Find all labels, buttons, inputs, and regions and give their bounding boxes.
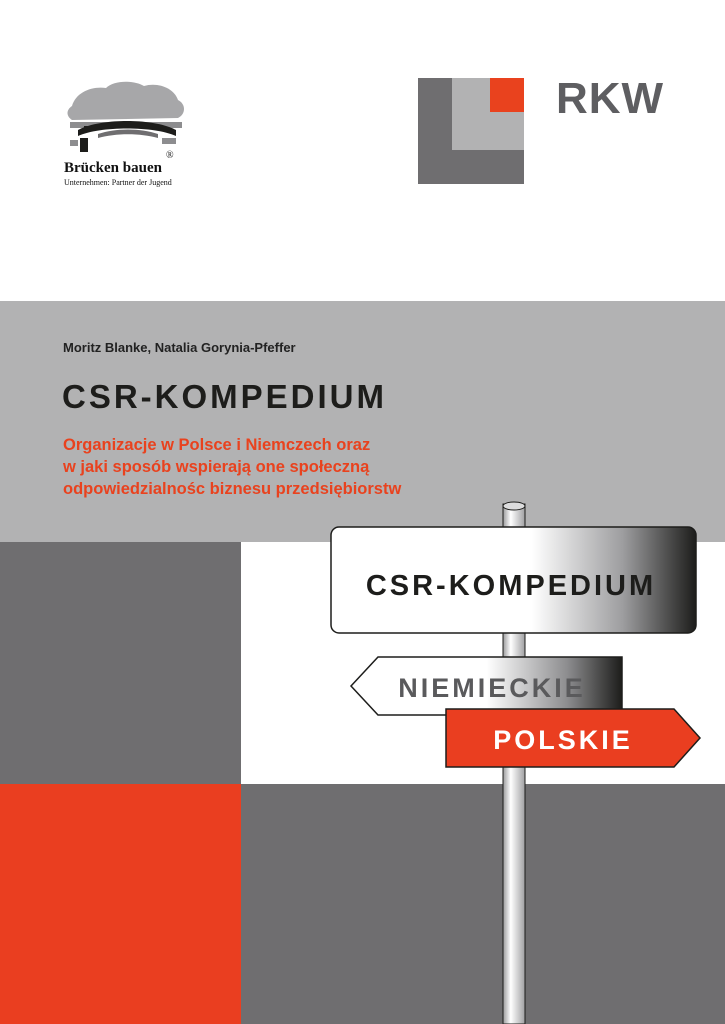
subtitle-line: Organizacje w Polsce i Niemczech oraz [63, 436, 371, 454]
subtitle-line: odpowiedzialnośc biznesu przedsiębiorstw [63, 480, 402, 498]
subtitle-line: w jaki sposób wspierają one społeczną [63, 458, 370, 476]
bruecken-bauen-tagline: Unternehmen: Partner der Jugend [64, 178, 172, 187]
authors: Moritz Blanke, Natalia Gorynia-Pfeffer [63, 340, 296, 355]
left-arrow-label: NIEMIECKIE [398, 673, 586, 703]
bruecken-bauen-logo-name: Brücken bauen [64, 160, 162, 176]
main-sign-label: CSR-KOMPEDIUM [365, 570, 657, 602]
book-title: CSR-KOMPEDIUM [62, 378, 387, 415]
registered-mark: ® [166, 150, 174, 161]
rkw-logo-text: RKW [556, 74, 665, 123]
right-arrow-label: POLSKIE [493, 725, 633, 755]
